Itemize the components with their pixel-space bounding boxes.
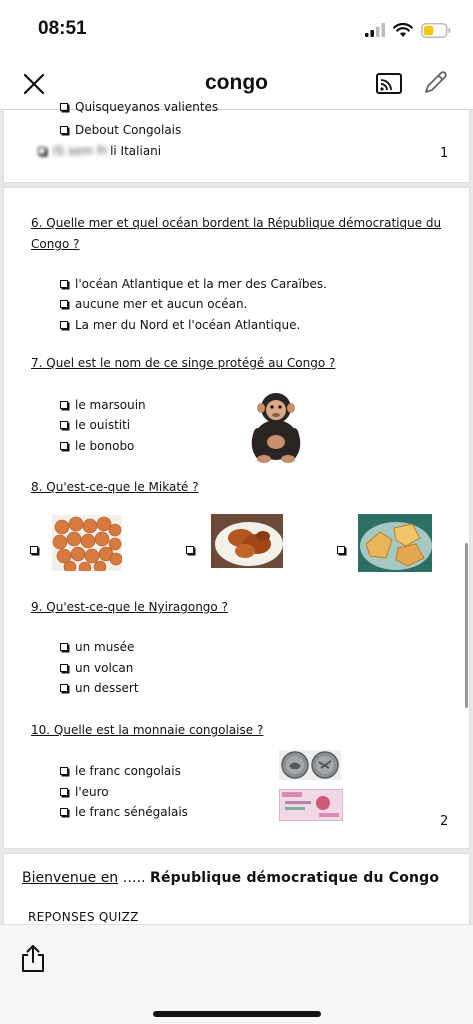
list-item: le marsouin bbox=[60, 398, 146, 412]
list-item: le franc congolais bbox=[60, 764, 181, 778]
checkbox-icon bbox=[60, 103, 68, 111]
question-7: 7. Quel est le nom de ce singe protégé au Congo ? bbox=[31, 356, 336, 370]
chimpanzee-image bbox=[246, 388, 306, 464]
list-item: un volcan bbox=[60, 661, 133, 675]
coins-image bbox=[279, 750, 341, 780]
list-item: La mer du Nord et l'océan Atlantique. bbox=[60, 318, 300, 332]
checkbox-icon bbox=[38, 147, 46, 155]
question-6: 6. Quelle mer et quel océan bordent la République démocratique du Congo ? bbox=[31, 216, 442, 251]
checkbox-icon[interactable] bbox=[60, 684, 68, 692]
checkbox-icon bbox=[60, 126, 68, 134]
list-item: aucune mer et aucun océan. bbox=[60, 297, 247, 311]
checkbox-icon[interactable] bbox=[60, 300, 68, 308]
page-title: congo bbox=[205, 71, 268, 94]
page-number: 2 bbox=[440, 814, 449, 829]
checkbox-icon[interactable] bbox=[60, 321, 68, 329]
list-item: l'euro bbox=[60, 785, 109, 799]
status-icons bbox=[365, 18, 451, 42]
checkbox-icon[interactable] bbox=[60, 643, 68, 651]
checkbox-icon[interactable] bbox=[60, 664, 68, 672]
scrollbar[interactable] bbox=[465, 543, 468, 708]
checkbox-icon[interactable] bbox=[60, 767, 68, 775]
checkbox-icon[interactable] bbox=[60, 808, 68, 816]
document-page-1 bbox=[4, 100, 469, 182]
checkbox-icon[interactable] bbox=[60, 280, 68, 288]
list-item: un musée bbox=[60, 640, 134, 654]
question-8: 8. Qu'est-ce-que le Mikaté ? bbox=[31, 480, 199, 494]
list-item: un dessert bbox=[60, 681, 139, 695]
list-item: le bonobo bbox=[60, 439, 134, 453]
list-item: IS sem Fr li Italiani bbox=[38, 144, 161, 158]
checkbox-icon[interactable] bbox=[186, 546, 194, 554]
list-item: le franc sénégalais bbox=[60, 805, 188, 819]
share-icon[interactable] bbox=[20, 943, 46, 973]
battery-icon bbox=[421, 23, 451, 38]
wifi-icon bbox=[393, 23, 413, 38]
checkbox-icon[interactable] bbox=[337, 546, 345, 554]
question-10: 10. Quelle est la monnaie congolaise ? bbox=[31, 723, 264, 737]
question-9: 9. Qu'est-ce-que le Nyiragongo ? bbox=[31, 600, 228, 614]
banknote-image bbox=[279, 789, 343, 821]
answers-heading: REPONSES QUIZZ bbox=[28, 910, 139, 924]
list-item: le ouistiti bbox=[60, 418, 130, 432]
mikate-option-fried-dough-image bbox=[52, 515, 122, 571]
checkbox-icon[interactable] bbox=[60, 788, 68, 796]
status-time: 08:51 bbox=[38, 18, 87, 39]
list-item: Quisqueyanos valientes bbox=[60, 100, 218, 114]
list-item: Debout Congolais bbox=[60, 123, 181, 137]
document-page-3 bbox=[4, 854, 469, 924]
list-item: l'océan Atlantique et la mer des Caraïbes. bbox=[60, 277, 327, 291]
status-bar bbox=[0, 0, 473, 58]
markup-pencil-icon[interactable] bbox=[420, 68, 450, 98]
page-number: 1 bbox=[440, 146, 449, 161]
document-page-2 bbox=[4, 188, 469, 848]
checkbox-icon[interactable] bbox=[30, 546, 38, 554]
checkbox-icon[interactable] bbox=[60, 442, 68, 450]
checkbox-icon[interactable] bbox=[60, 421, 68, 429]
mikate-option-chicken-dish-image bbox=[211, 514, 283, 568]
checkbox-icon[interactable] bbox=[60, 401, 68, 409]
welcome-line: Bienvenue en ….. République démocratique du Congo bbox=[22, 870, 440, 886]
cast-icon[interactable] bbox=[375, 71, 403, 97]
cellular-signal-icon bbox=[365, 23, 385, 37]
mikate-option-pastry-image bbox=[358, 514, 432, 572]
bottom-toolbar bbox=[0, 924, 473, 1024]
home-indicator[interactable] bbox=[153, 1011, 321, 1017]
